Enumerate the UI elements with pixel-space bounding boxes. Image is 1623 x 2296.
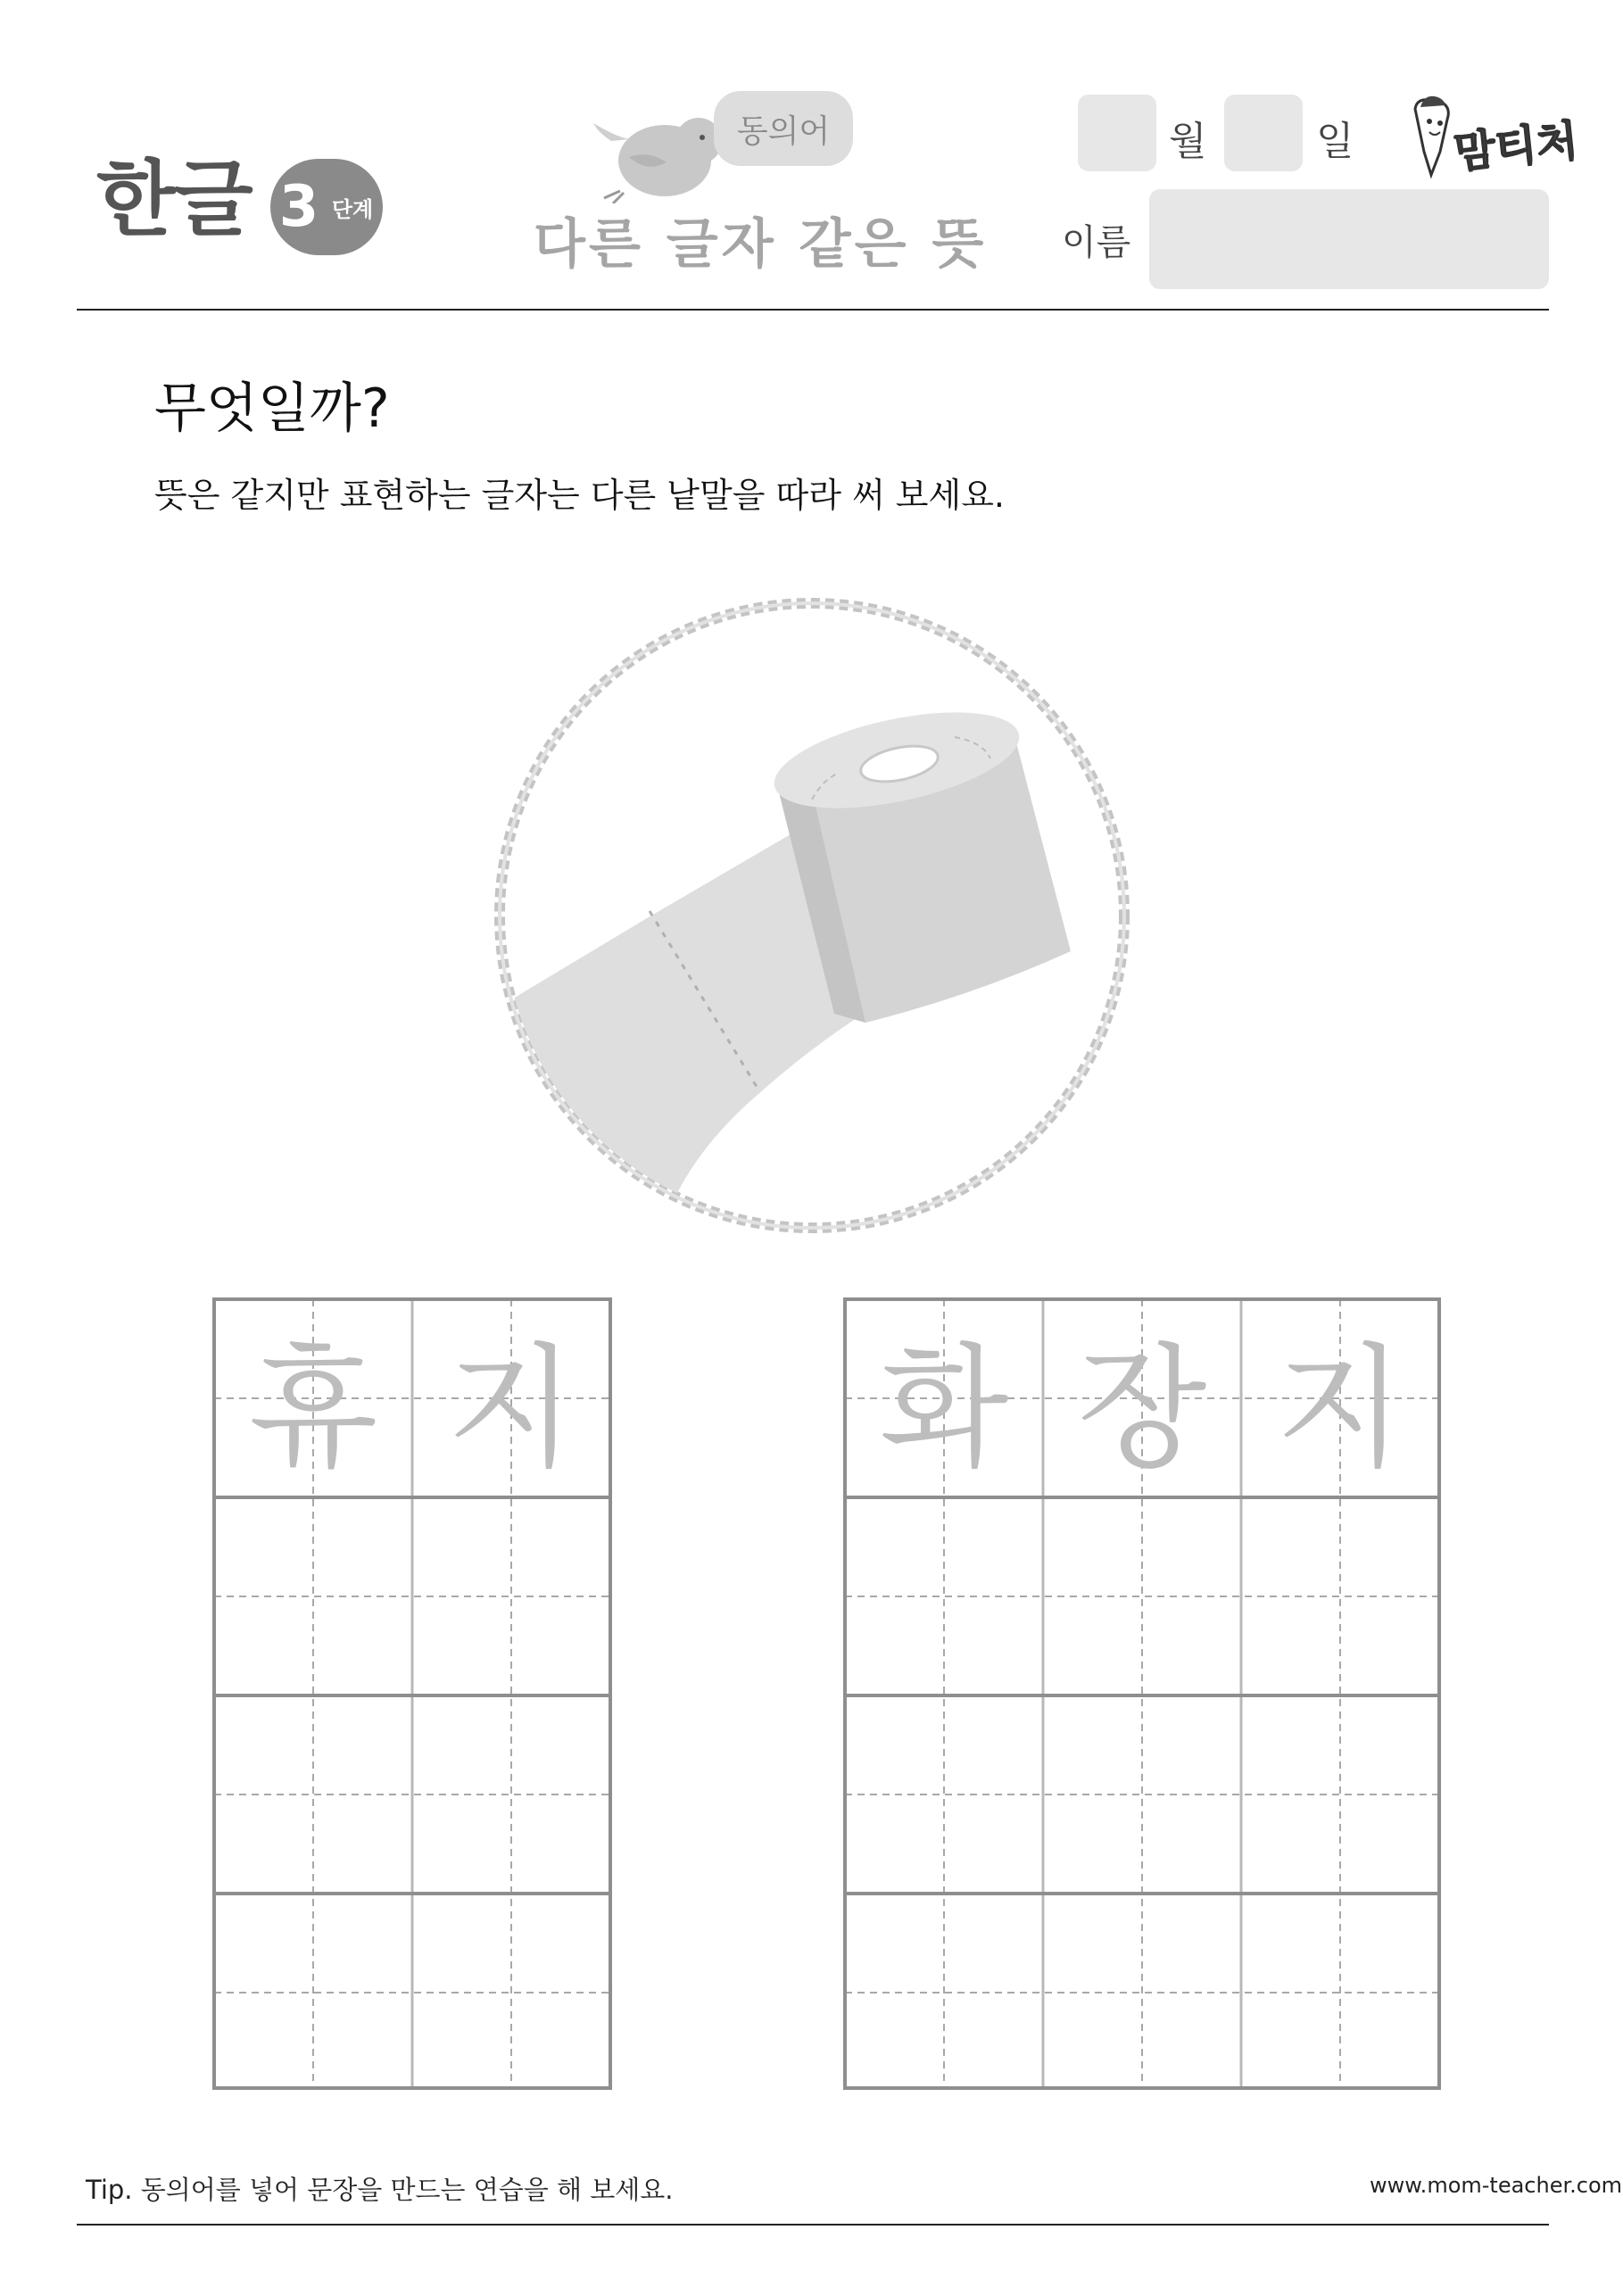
instruction-text: 뜻은 같지만 표현하는 글자는 다른 낱말을 따라 써 보세요. <box>154 476 1005 515</box>
level-label: 단계 <box>331 196 374 222</box>
day-field[interactable] <box>1224 95 1303 171</box>
pencil-mascot-icon <box>1415 96 1448 175</box>
month-label: 월 <box>1169 119 1207 164</box>
brand-logo <box>1408 89 1583 187</box>
site-url: www.mom-teacher.com <box>1370 2173 1623 2198</box>
trace-character: 장 <box>1077 1331 1207 1487</box>
footer-tip: Tip. 동의어를 넣어 문장을 만드는 연습을 해 보세요. <box>86 2175 674 2205</box>
header-divider <box>77 309 1549 311</box>
level-number: 3 <box>278 174 319 240</box>
bird-icon <box>593 105 727 203</box>
month-field[interactable] <box>1078 95 1156 171</box>
toilet-paper-roll-icon <box>491 594 1133 1237</box>
trace-character: 지 <box>1275 1331 1405 1487</box>
series-logo: 한글 <box>96 152 252 247</box>
trace-character: 휴 <box>248 1331 378 1487</box>
trace-character: 지 <box>446 1331 576 1487</box>
category-badge: 동의어 <box>714 91 853 166</box>
name-field[interactable] <box>1149 189 1549 289</box>
writing-grid-hwajangji <box>843 1297 1441 2090</box>
brand-name: 맘티처 <box>1451 115 1581 178</box>
writing-grid-huji <box>212 1297 612 2090</box>
question-heading: 무엇일까? <box>154 377 390 440</box>
worksheet-title: 다른 글자 같은 뜻 <box>534 213 988 276</box>
name-label: 이름 <box>1062 222 1131 263</box>
day-label: 일 <box>1316 119 1354 164</box>
trace-character: 화 <box>879 1331 1009 1487</box>
footer-divider <box>77 2224 1549 2226</box>
